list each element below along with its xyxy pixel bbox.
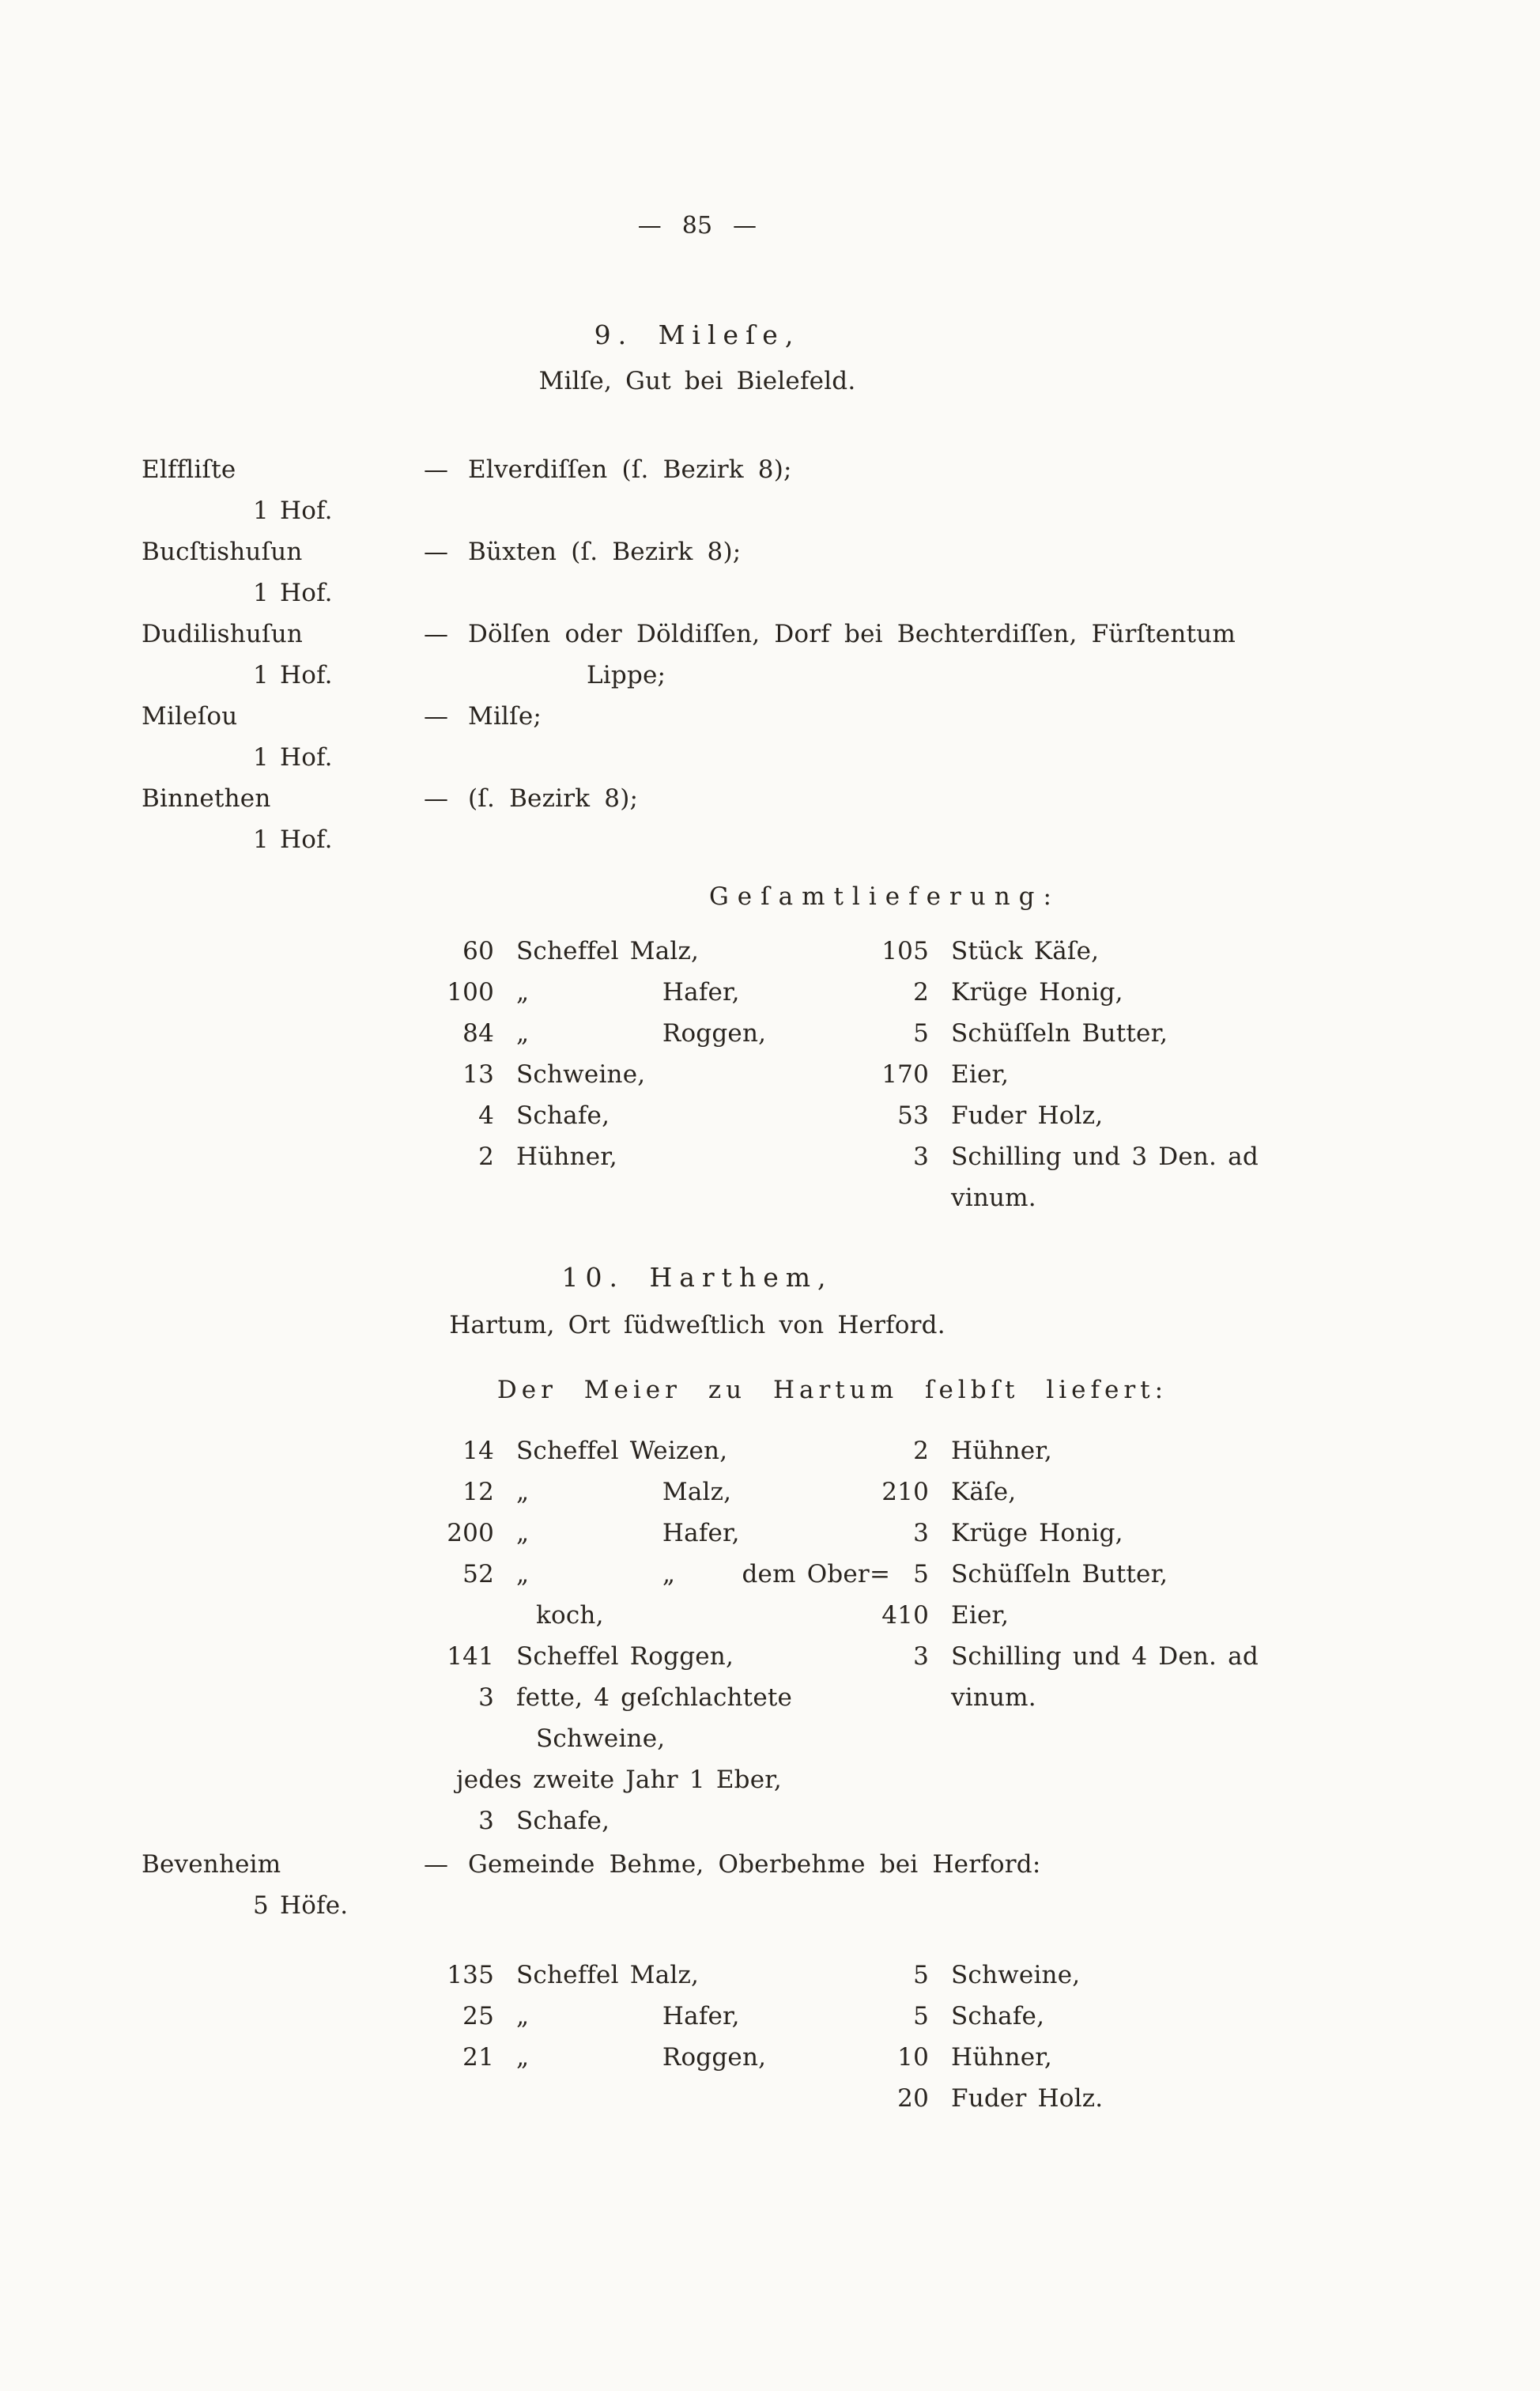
- place-entry-hof-line: [0, 737, 1540, 778]
- delivery-row: [395, 931, 766, 972]
- item: Hühner,: [951, 1437, 1052, 1465]
- dash: —: [424, 620, 449, 648]
- place-name: Mileſou: [142, 702, 238, 731]
- quantity: 105: [881, 937, 929, 965]
- section-9-heading: 9. Mileſe,: [594, 319, 801, 350]
- place-entry: [0, 614, 1540, 655]
- place-name: Binnethen: [142, 784, 271, 813]
- quantity: 14: [462, 1437, 494, 1465]
- place-name: Elffliſte: [142, 455, 236, 484]
- place-entry: [0, 778, 1540, 819]
- delivery-left-column: [395, 931, 766, 1177]
- quantity: 5: [913, 2002, 929, 2030]
- place-name: Bevenheim: [142, 1850, 281, 1879]
- delivery-row-continuation: [395, 1718, 890, 1759]
- place-entry: [0, 449, 1540, 490]
- quantity: 170: [881, 1060, 929, 1089]
- delivery-row: [395, 2037, 766, 2078]
- item: Schüſſeln Butter,: [951, 1019, 1168, 1048]
- item: „ Roggen,: [516, 1019, 767, 1048]
- delivery-row: [395, 1054, 766, 1095]
- delivery-row: [838, 1095, 1259, 1136]
- item: jedes zweite Jahr 1 Eber,: [456, 1766, 782, 1794]
- delivery-right-column: [838, 931, 1259, 1218]
- quantity: 3: [913, 1143, 929, 1171]
- delivery-row: [395, 1554, 890, 1595]
- delivery-row-note: [395, 1759, 890, 1800]
- meier-liefert-heading: Der Meier zu Hartum ſelbſt liefert:: [496, 1376, 1168, 1404]
- quantity: 53: [897, 1101, 929, 1130]
- dash: —: [424, 784, 449, 813]
- quantity: 3: [913, 1519, 929, 1547]
- item: Schafe,: [516, 1807, 610, 1835]
- delivery-row: [838, 972, 1259, 1013]
- section-10-heading: 10. Harthem,: [561, 1262, 833, 1293]
- quantity: 52: [462, 1560, 494, 1588]
- place-description: Gemeinde Behme, Oberbehme bei Herford:: [468, 1850, 1041, 1879]
- delivery-row: [395, 1996, 766, 2037]
- item: „ Roggen,: [516, 2043, 767, 2072]
- quantity: 25: [462, 2002, 494, 2030]
- delivery-row: [838, 2078, 1103, 2119]
- item: Krüge Honig,: [951, 978, 1123, 1007]
- hof-count: 1 Hof.: [253, 661, 333, 689]
- item: Eier,: [951, 1060, 1010, 1089]
- item: Krüge Honig,: [951, 1519, 1123, 1547]
- delivery-row: [838, 1013, 1259, 1054]
- quantity: 141: [447, 1642, 494, 1671]
- place-description: Elverdiſſen (ſ. Bezirk 8);: [468, 455, 792, 484]
- delivery-row: [838, 1513, 1259, 1554]
- delivery-row: [395, 1471, 890, 1513]
- page-number: — 85 —: [637, 212, 757, 240]
- delivery-row: [395, 972, 766, 1013]
- hof-count: 1 Hof.: [253, 497, 333, 525]
- delivery-row: [838, 1054, 1259, 1095]
- quantity: 2: [478, 1143, 494, 1171]
- quantity: 10: [897, 2043, 929, 2072]
- delivery-row: [395, 1136, 766, 1177]
- dash: —: [424, 1850, 449, 1879]
- quantity: 5: [913, 1560, 929, 1588]
- delivery-row: [838, 1996, 1103, 2037]
- place-description: Büxten (ſ. Bezirk 8);: [468, 538, 742, 566]
- delivery-right-column: [838, 1955, 1103, 2119]
- place-entry-hof-line: [0, 655, 1540, 696]
- quantity: 200: [447, 1519, 494, 1547]
- delivery-row: [838, 1955, 1103, 1996]
- delivery-row: [395, 1800, 890, 1841]
- delivery-row: [395, 1013, 766, 1054]
- place-description: Milſe;: [468, 702, 542, 731]
- delivery-left-column: [395, 1955, 766, 2078]
- quantity: 84: [462, 1019, 494, 1048]
- quantity: 3: [478, 1807, 494, 1835]
- delivery-row: [838, 1471, 1259, 1513]
- place-entry: [0, 1844, 1540, 1885]
- quantity: 100: [447, 978, 494, 1007]
- place-entry: [0, 696, 1540, 737]
- item: Fuder Holz,: [951, 1101, 1104, 1130]
- place-name: Dudilishuſun: [142, 620, 304, 648]
- quantity: 5: [913, 1961, 929, 1989]
- item: Fuder Holz.: [951, 2084, 1104, 2113]
- item: Stück Käſe,: [951, 937, 1100, 965]
- place-entry-hof-line: [0, 819, 1540, 860]
- place-description: (ſ. Bezirk 8);: [468, 784, 639, 813]
- item: Käſe,: [951, 1478, 1017, 1506]
- delivery-row: [838, 931, 1259, 972]
- delivery-row: [395, 1430, 890, 1471]
- place-entry: [0, 531, 1540, 572]
- delivery-row: [838, 1595, 1259, 1636]
- delivery-right-column: [838, 1430, 1259, 1718]
- quantity: 21: [462, 2043, 494, 2072]
- item: „ Hafer,: [516, 1519, 740, 1547]
- section-9-subheading: Milſe, Gut bei Bielefeld.: [538, 367, 856, 395]
- item: Schüſſeln Butter,: [951, 1560, 1168, 1588]
- item: „ „ dem Ober=: [516, 1560, 891, 1588]
- hof-count: 1 Hof.: [253, 579, 333, 607]
- quantity: 3: [478, 1683, 494, 1712]
- delivery-row: [838, 1430, 1259, 1471]
- item: Schafe,: [951, 2002, 1045, 2030]
- hof-count: 5 Höfe.: [253, 1891, 349, 1920]
- place-entry-hof-line: [0, 490, 1540, 531]
- delivery-row: [395, 1095, 766, 1136]
- delivery-row: [838, 1554, 1259, 1595]
- delivery-left-column: [395, 1430, 890, 1841]
- item: Scheffel Roggen,: [516, 1642, 734, 1671]
- delivery-row: [838, 2037, 1103, 2078]
- place-entry-hof-line: [0, 1885, 1540, 1926]
- quantity: 12: [462, 1478, 494, 1506]
- quantity: 13: [462, 1060, 494, 1089]
- quantity: 2: [913, 978, 929, 1007]
- dash: —: [424, 538, 449, 566]
- item: vinum.: [951, 1184, 1036, 1212]
- item: Scheffel Malz,: [516, 937, 700, 965]
- quantity: 60: [462, 937, 494, 965]
- quantity: 135: [447, 1961, 494, 1989]
- delivery-total-heading: Geſamtlieferung:: [709, 882, 1060, 911]
- quantity: 410: [881, 1601, 929, 1630]
- delivery-row: [395, 1955, 766, 1996]
- hof-count: 1 Hof.: [253, 743, 333, 772]
- item: Hühner,: [951, 2043, 1052, 2072]
- delivery-row-continuation: [395, 1595, 890, 1636]
- delivery-row: [395, 1677, 890, 1718]
- item: „ Hafer,: [516, 2002, 740, 2030]
- delivery-row: [838, 1136, 1259, 1177]
- delivery-row: [395, 1513, 890, 1554]
- quantity: 4: [478, 1101, 494, 1130]
- item: Schweine,: [516, 1060, 646, 1089]
- item: Schweine,: [536, 1724, 666, 1753]
- place-description: Dölſen oder Döldiſſen, Dorf bei Bechterdiſſen, Fürſtentum: [468, 620, 1236, 648]
- item: „ Hafer,: [516, 978, 740, 1007]
- quantity: 3: [913, 1642, 929, 1671]
- delivery-row-continuation: [838, 1677, 1259, 1718]
- dash: —: [424, 455, 449, 484]
- bevenheim-entry: [0, 1844, 1540, 1926]
- quantity: 20: [897, 2084, 929, 2113]
- item: „ Malz,: [516, 1478, 732, 1506]
- section-10-subheading: Hartum, Ort ſüdweſtlich von Herford.: [449, 1311, 946, 1339]
- item: Hühner,: [516, 1143, 617, 1171]
- hof-count: 1 Hof.: [253, 825, 333, 854]
- delivery-row-continuation: [838, 1177, 1259, 1218]
- item: Schilling und 3 Den. ad: [951, 1143, 1259, 1171]
- quantity: 210: [881, 1478, 929, 1506]
- item: Scheffel Malz,: [516, 1961, 700, 1989]
- place-entry-hof-line: [0, 572, 1540, 614]
- dash: —: [424, 702, 449, 731]
- delivery-row: [395, 1636, 890, 1677]
- item: koch,: [536, 1601, 604, 1630]
- item: vinum.: [951, 1683, 1036, 1712]
- item: fette, 4 geſchlachtete: [516, 1683, 793, 1712]
- place-entry-list: [0, 449, 1540, 860]
- quantity: 5: [913, 1019, 929, 1048]
- item: Eier,: [951, 1601, 1010, 1630]
- item: Schweine,: [951, 1961, 1081, 1989]
- place-name: Bucſtishuſun: [142, 538, 303, 566]
- item: Schilling und 4 Den. ad: [951, 1642, 1259, 1671]
- delivery-row: [838, 1636, 1259, 1677]
- quantity: 2: [913, 1437, 929, 1465]
- item: Scheffel Weizen,: [516, 1437, 728, 1465]
- place-description-continuation: Lippe;: [587, 661, 666, 689]
- item: Schafe,: [516, 1101, 610, 1130]
